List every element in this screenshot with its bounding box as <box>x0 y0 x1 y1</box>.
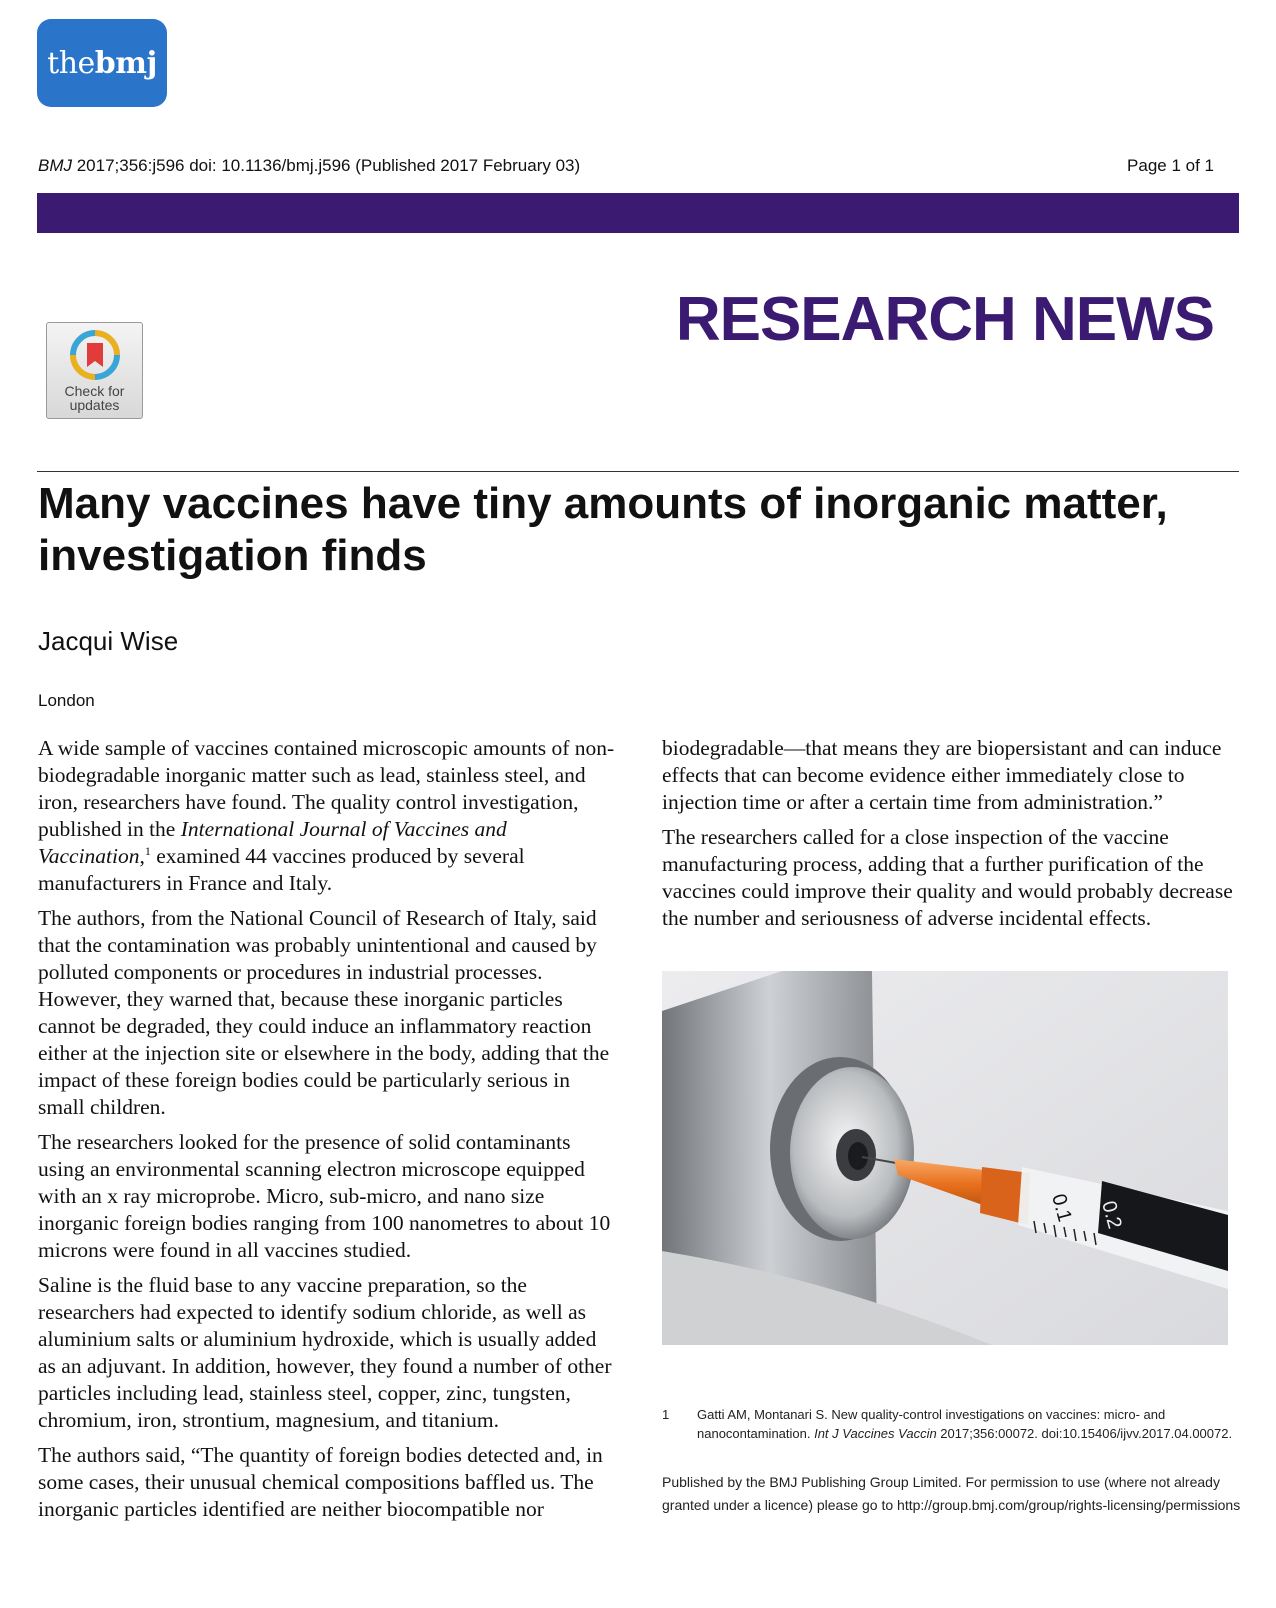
paragraph-6: biodegradable—that means they are biopersistant and can induce effects that can become evidence either immediately close to injection time or after a certain time from administration.” <box>662 736 1222 814</box>
check-for-updates-button[interactable] <box>46 322 143 419</box>
journal-name: BMJ <box>38 156 72 175</box>
syringe-scale-label-1: 0.1 <box>1047 1191 1076 1225</box>
bmj-logo[interactable] <box>37 19 167 107</box>
check-updates-icon <box>69 329 121 381</box>
check-updates-label: Check for updates <box>64 383 125 413</box>
publisher-notice: Published by the BMJ Publishing Group Limited. For permission to use (where not already granted under a licence) please go to http://group.bmj.com/group/rights-licensing/permissions <box>662 1474 1241 1513</box>
paragraph-7: The researchers called for a close inspection of the vaccine manufacturing process, adding that a further purification of the vaccines could improve their quality and would probably decrease the number and seriousness of adverse incidental effects. <box>662 825 1233 930</box>
reference-journal: Int J Vaccines Vaccin <box>814 1426 937 1441</box>
logo-text: thebmj <box>47 45 157 81</box>
article-title: Many vaccines have tiny amounts of inorganic matter, investigation finds <box>38 479 1168 580</box>
syringe-scale-label-2: 0.2 <box>1097 1198 1126 1232</box>
reference-link[interactable]: 1 <box>144 843 151 858</box>
citation-line <box>38 156 580 176</box>
article-author: Jacqui Wise <box>38 626 179 656</box>
header-bar <box>37 193 1239 233</box>
section-label: RESEARCH NEWS <box>675 285 1214 354</box>
vaccine-syringe-photo <box>662 971 1228 1345</box>
paragraph-2: The authors, from the National Council of Research of Italy, said that the contamination was probably unintentional and caused by polluted components or procedures in industrial processes. However, they warned that, because these inorganic particles cannot be degraded, they could induce an inflammatory reaction either at the injection site or elsewhere in the body, adding that the impact of these foreign bodies could be particularly serious in small children. <box>38 906 610 1119</box>
page-number: Page 1 of 1 <box>1127 156 1214 175</box>
paragraph-1: A wide sample of vaccines contained microscopic amounts of non-biodegradable inorganic matter such as lead, stainless steel, and iron, researchers have found. The quality control investigation, published in the International Journal of Vaccines and Vaccination,$^1$ examined 44 vaccines produced by several manufacturers in France and Italy. <box>38 736 615 895</box>
journal-title: International Journal of Vaccines and Vaccination <box>38 817 507 868</box>
reference-item: Gatti AM, Montanari S. New quality-control investigations on vaccines: micro- and nanocontamination. Int J Vaccines Vaccin 2017;356:00072. doi:10.15406/ijvv.2017.04.00072. <box>697 1407 1233 1441</box>
citation-details: 2017;356:j596 doi: 10.1136/bmj.j596 (Published 2017 February 03) <box>72 156 581 175</box>
paragraph-3: The researchers looked for the presence of solid contaminants using an environmental scanning electron microscope equipped with an x ray microprobe. Micro, sub-micro, and nano size inorganic foreign bodies ranging from 100 nanometres to about 10 microns were found in all vaccines studied. <box>38 1130 611 1262</box>
reference-list <box>662 1405 1242 1443</box>
reference-number: 1 <box>662 1407 670 1422</box>
body-column-right <box>662 735 1247 940</box>
paragraph-4: Saline is the fluid base to any vaccine preparation, so the researchers had expected to identify sodium chloride, as well as aluminium salts or aluminium hydroxide, which is usually added as an adjuvant. In addition, however, they found a number of other particles including lead, stainless steel, copper, zinc, tungsten, chromium, iron, strontium, magnesium, and titanium. <box>38 1273 612 1432</box>
paragraph-5: The authors said, “The quantity of foreign bodies detected and, in some cases, their unusual chemical compositions baffled us. The inorganic particles identified are neither biocompatible nor <box>38 1443 603 1521</box>
body-column-left <box>38 735 618 1531</box>
title-rule <box>37 471 1239 472</box>
author-affiliation: London <box>38 691 95 710</box>
